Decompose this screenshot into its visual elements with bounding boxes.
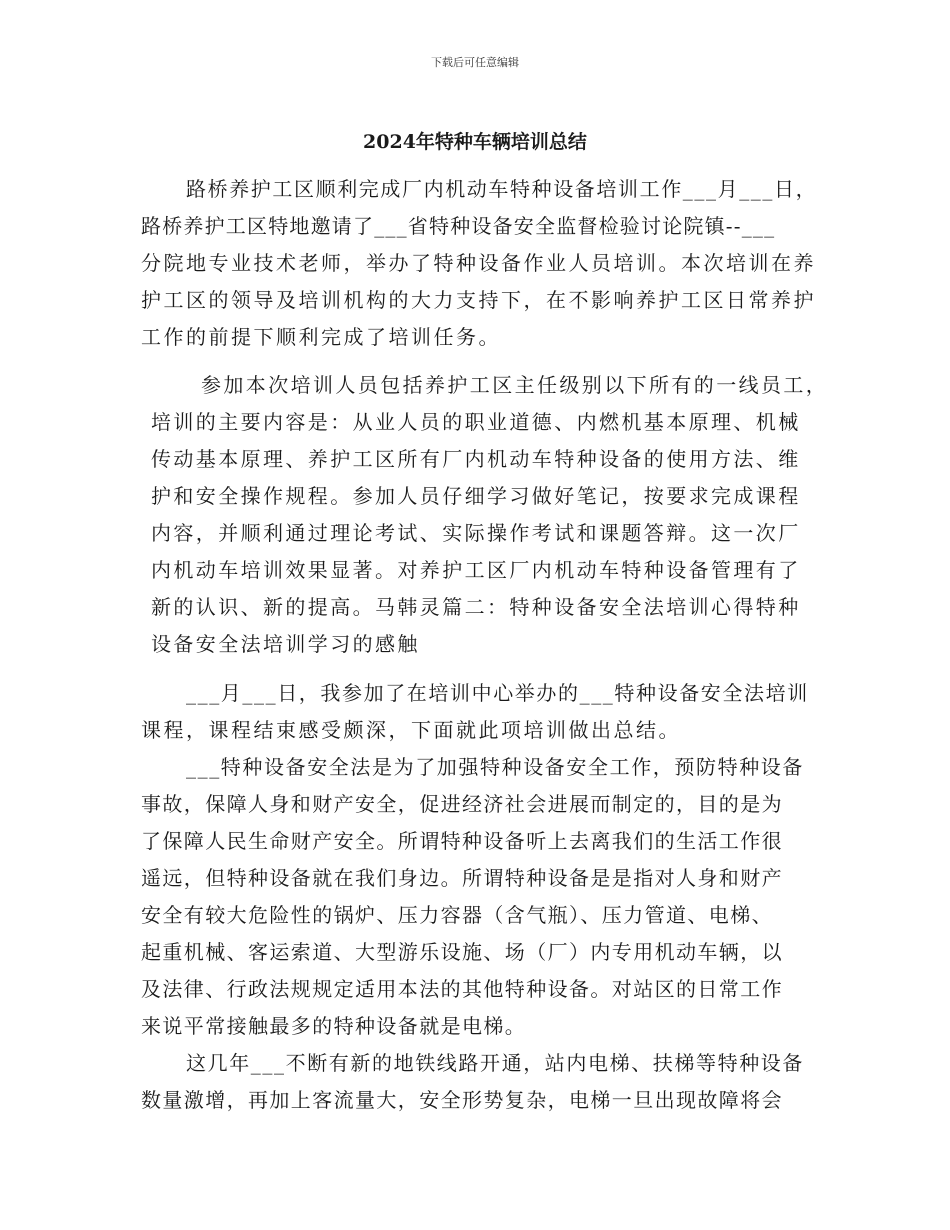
- text-line: 来说平常接触最多的特种设备就是电梯。: [141, 1014, 527, 1038]
- text-line: 分院地专业技术老师，举办了特种设备作业人员培训。本次培训在养: [141, 251, 816, 275]
- text-line: 设备安全法培训学习的感触: [151, 632, 420, 656]
- text-line: 数量激增，再加上客流量大，安全形势复杂，电梯一旦出现故障将会: [141, 1088, 783, 1112]
- text-line: 新的认识、新的提高。马韩灵篇二：特种设备安全法培训心得特种: [151, 595, 801, 619]
- text-line: 内容，并顺利通过理论考试、实际操作考试和课题答辩。这一次厂: [151, 521, 801, 545]
- text-line: ___特种设备安全法是为了加强特种设备安全工作，预防特种设备: [186, 755, 804, 779]
- text-line: 传动基本原理、养护工区所有厂内机动车特种设备的使用方法、维: [151, 447, 801, 471]
- text-line: 事故，保障人身和财产安全，促进经济社会进展而制定的，目的是为: [141, 792, 783, 816]
- document-title: 2024年特种车辆培训总结: [363, 131, 587, 153]
- text-line: 参加本次培训人员包括养护工区主任级别以下所有的一线员工，: [201, 373, 829, 397]
- text-line: ___月___日，我参加了在培训中心举办的___特种设备安全法培训: [186, 681, 809, 705]
- text-line: 课程，课程结束感受颇深，下面就此项培训做出总结。: [141, 718, 681, 742]
- page-header: 下载后可任意编辑: [431, 56, 519, 69]
- text-line: 了保障人民生命财产安全。所谓特种设备听上去离我们的生活工作很: [141, 829, 783, 853]
- text-line: 及法律、行政法规规定适用本法的其他特种设备。对站区的日常工作: [141, 977, 783, 1001]
- text-line: 培训的主要内容是：从业人员的职业道德、内燃机基本原理、机械: [151, 410, 801, 434]
- text-line: 遥远，但特种设备就在我们身边。所谓特种设备是是指对人身和财产: [141, 866, 783, 890]
- text-line: 起重机械、客运索道、大型游乐设施、场（厂）内专用机动车辆，以: [141, 940, 783, 964]
- text-line: 工作的前提下顺利完成了培训任务。: [141, 325, 501, 349]
- text-line: 这几年___不断有新的地铁线路开通，站内电梯、扶梯等特种设备: [186, 1051, 804, 1075]
- text-line: 护工区的领导及培训机构的大力支持下，在不影响养护工区日常养护: [141, 288, 816, 312]
- text-line: 护和安全操作规程。参加人员仔细学习做好笔记，按要求完成课程: [151, 484, 801, 508]
- text-line: 路桥养护工区顺利完成厂内机动车特种设备培训工作___月___日，: [186, 177, 818, 201]
- text-line: 内机动车培训效果显著。对养护工区厂内机动车特种设备管理有了: [151, 558, 801, 582]
- text-line: 路桥养护工区特地邀请了___省特种设备安全监督检验讨论院镇--___: [141, 214, 776, 238]
- text-line: 安全有较大危险性的锅炉、压力容器（含气瓶）、压力管道、电梯、: [141, 903, 773, 927]
